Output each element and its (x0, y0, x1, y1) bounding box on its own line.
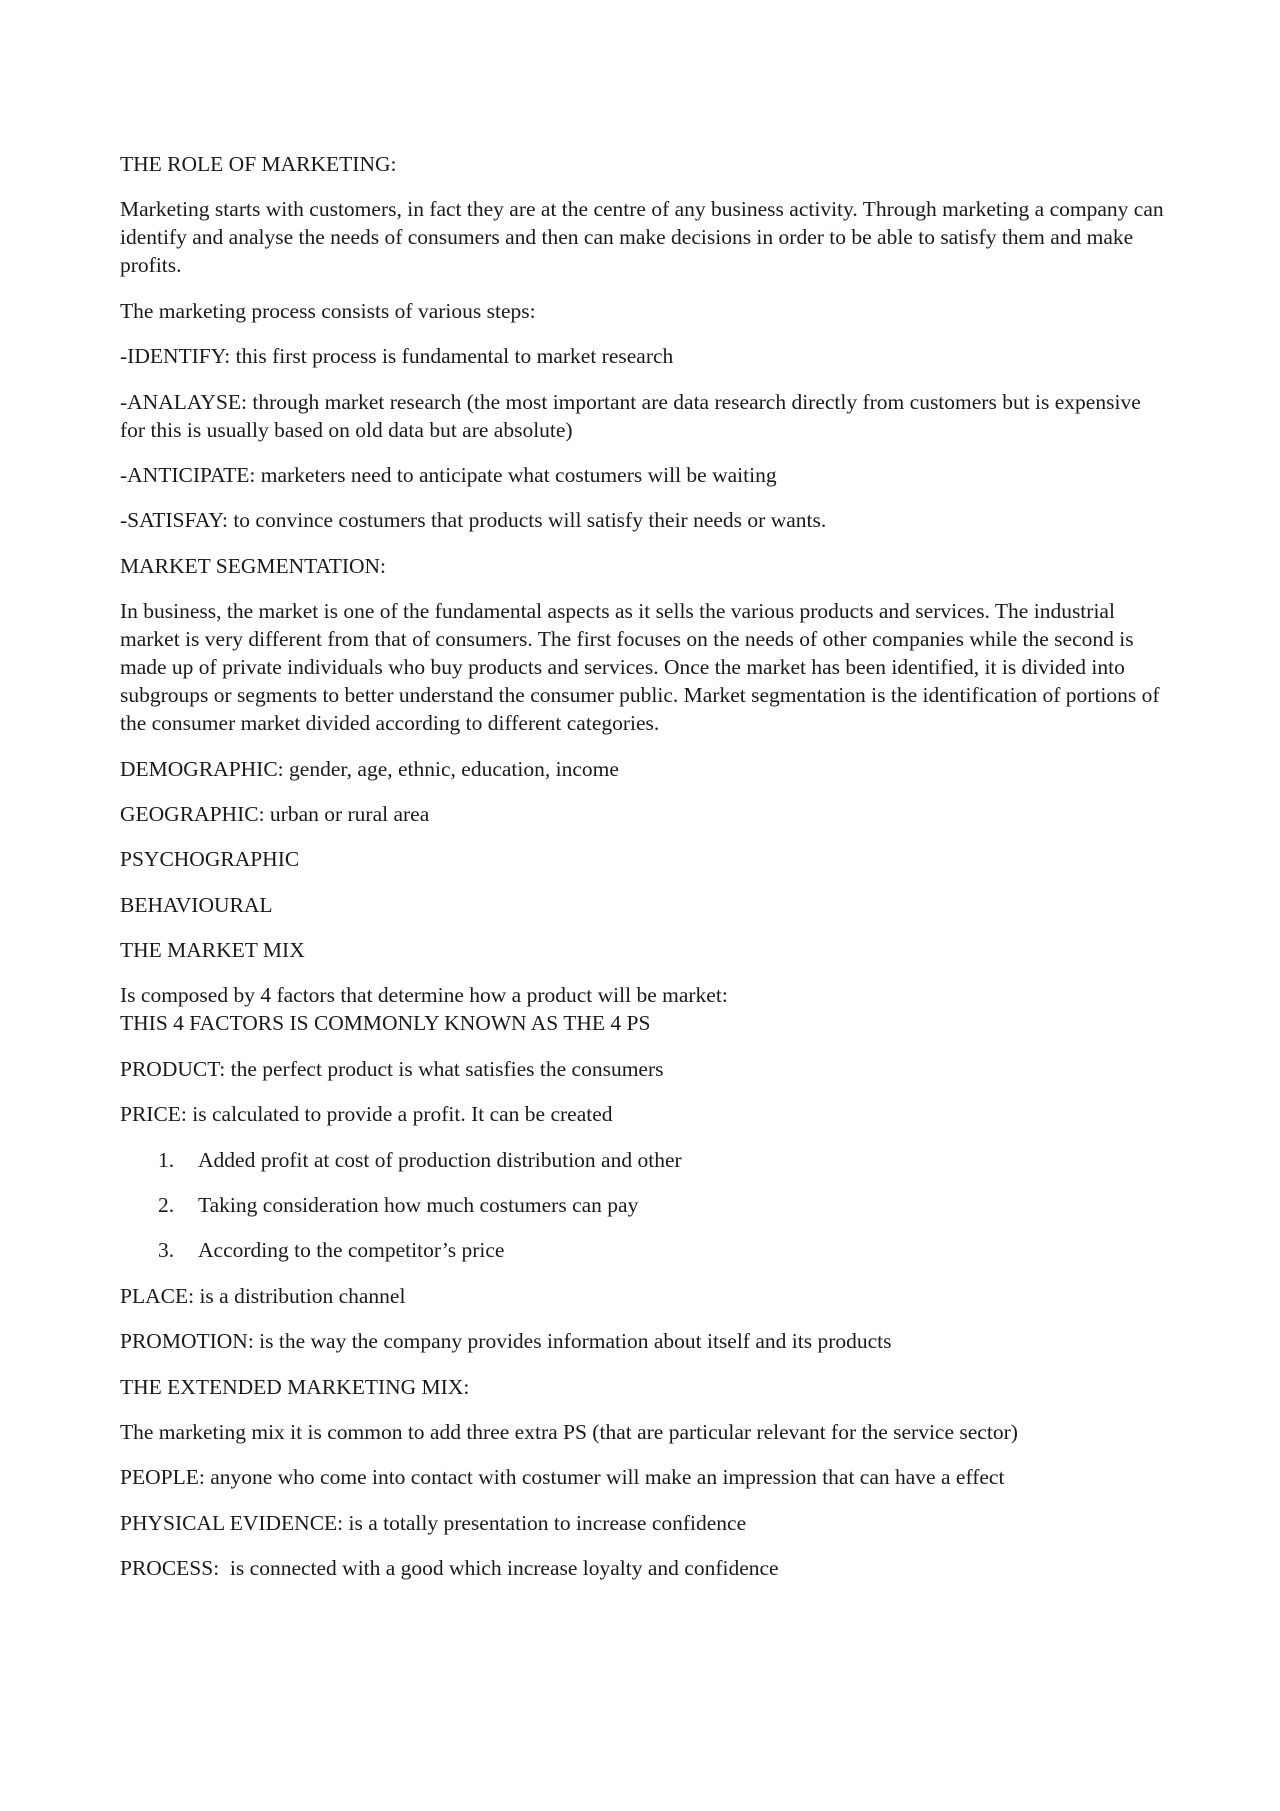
list-item (120, 1146, 1170, 1174)
segmentation-heading: MARKET SEGMENTATION: (120, 553, 387, 578)
list-number: 2. (158, 1193, 175, 1218)
role-intro-paragraph: Marketing starts with customers, in fact they are at the centre of any business activity. Through marketing a company can identify and analyse the needs of consumers and then can make decisions in order to be able to satisfy them and make profits. (120, 197, 1164, 278)
step-analyse: -ANALAYSE: through market research (the most important are data research directly from customers but is expensive for this is usually based on old data but are absolute) (120, 389, 1141, 442)
product-definition: PRODUCT: the perfect product is what satisfies the consumers (120, 1056, 664, 1081)
step-satisfy: -SATISFAY: to convince costumers that products will satisfy their needs or wants. (120, 508, 827, 533)
list-item (120, 1236, 1170, 1264)
market-mix-intro: Is composed by 4 factors that determine how a product will be market: (120, 983, 728, 1008)
process-intro: The marketing process consists of various steps: (120, 298, 536, 323)
list-item (120, 1191, 1170, 1219)
step-identify: -IDENTIFY: this first process is fundamental to market research (120, 344, 674, 369)
price-definition: PRICE: is calculated to provide a profit. It can be created (120, 1102, 613, 1127)
extended-mix-intro: The marketing mix it is common to add three extra PS (that are particular relevant for the service sector) (120, 1419, 1018, 1444)
process-definition: PROCESS: is connected with a good which increase loyalty and confidence (120, 1556, 779, 1581)
category-behavioural: BEHAVIOURAL (120, 892, 273, 917)
list-item-text: According to the competitor’s price (198, 1238, 505, 1263)
extended-mix-heading: THE EXTENDED MARKETING MIX: (120, 1374, 470, 1399)
list-number: 1. (158, 1147, 175, 1172)
category-psychographic: PSYCHOGRAPHIC (120, 847, 300, 872)
category-geographic: GEOGRAPHIC: urban or rural area (120, 801, 430, 826)
place-definition: PLACE: is a distribution channel (120, 1283, 406, 1308)
role-heading: THE ROLE OF MARKETING: (120, 152, 397, 176)
list-number: 3. (158, 1238, 175, 1263)
document-body (120, 150, 1170, 1600)
four-ps-statement: THIS 4 FACTORS IS COMMONLY KNOWN AS THE 4 PS (120, 1011, 651, 1036)
category-demographic: DEMOGRAPHIC: gender, age, ethnic, education, income (120, 756, 619, 781)
segmentation-paragraph: In business, the market is one of the fundamental aspects as it sells the various products and services. The industrial market is very different from that of consumers. The first focuses on the needs of other companies while the second is made up of private individuals who buy products and services. Once the market has been identified, it is divided into subgroups or segments to better understand the consumer public. Market segmentation is the identification of portions of the consumer market divided according to different categories. (120, 599, 1160, 736)
pricing-methods-list (120, 1146, 1170, 1265)
physical-evidence-definition: PHYSICAL EVIDENCE: is a totally presentation to increase confidence (120, 1510, 747, 1535)
people-definition: PEOPLE: anyone who come into contact with costumer will make an impression that can have a effect (120, 1465, 1005, 1490)
list-item-text: Taking consideration how much costumers can pay (198, 1193, 639, 1218)
market-mix-heading: THE MARKET MIX (120, 938, 305, 963)
list-item-text: Added profit at cost of production distribution and other (198, 1147, 682, 1172)
promotion-definition: PROMOTION: is the way the company provides information about itself and its products (120, 1329, 892, 1354)
step-anticipate: -ANTICIPATE: marketers need to anticipate what costumers will be waiting (120, 462, 777, 487)
